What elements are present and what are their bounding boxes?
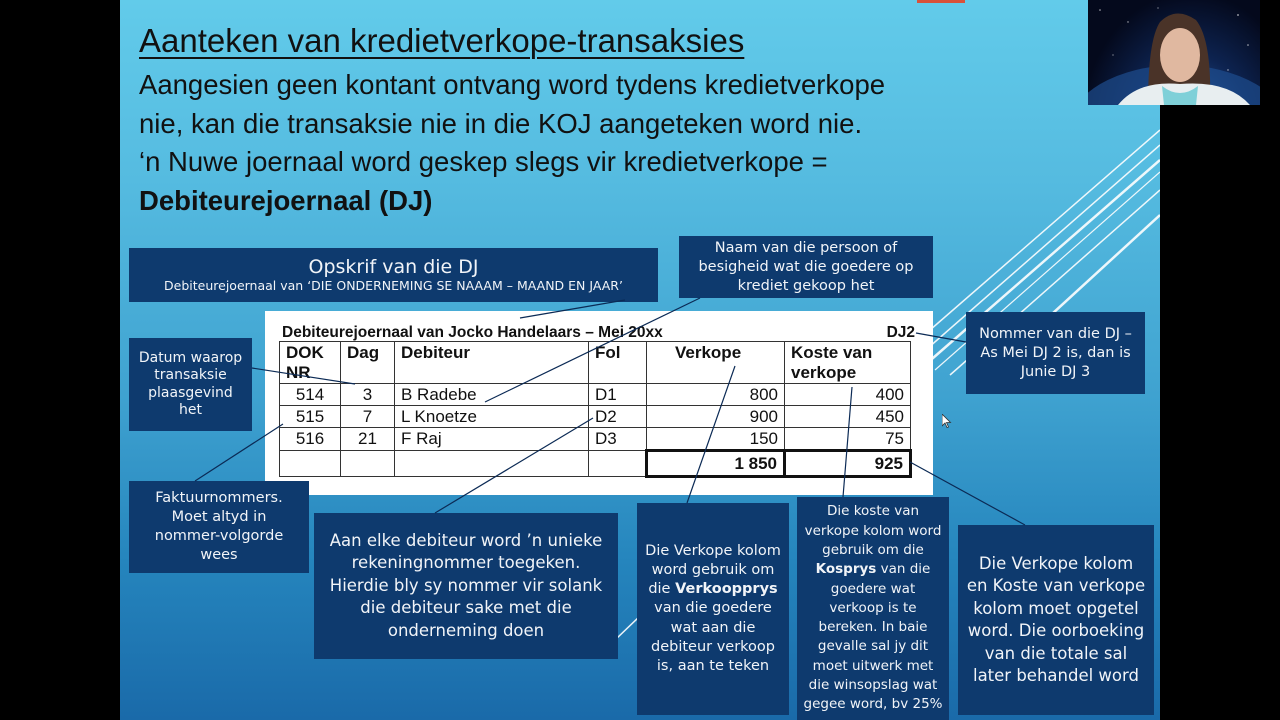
slide-title: Aanteken van kredietverkope-transaksies	[139, 22, 745, 59]
total-koste: 925	[785, 451, 911, 477]
header-fol: Fol	[589, 342, 647, 384]
table-row: 516 21 F Raj D3 150 75	[280, 428, 911, 451]
callout-heading-subtitle: Debiteurejoernaal van ‘DIE ONDERNEMING SE NAAAM – MAAND EN JAAR’	[164, 278, 623, 293]
intro-line: nie, kan die transaksie nie in die KOJ aangeteken word nie.	[139, 107, 863, 139]
callout-totals: Die Verkope kolom en Koste van verkope kolom moet opgetel word. Die oorboeking van die totale sal later behandel word	[958, 525, 1154, 715]
table-row: 514 3 B Radebe D1 800 400	[280, 384, 911, 406]
header-dag: Dag	[341, 342, 395, 384]
callout-heading-title: Opskrif van die DJ	[308, 256, 479, 278]
presenter-video-icon	[1088, 0, 1260, 105]
callout-journal-number: Nommer van die DJ – As Mei DJ 2 is, dan is Junie DJ 3	[966, 312, 1145, 394]
journal-title: Debiteurejoernaal van Jocko Handelaars – Mei 20xx	[282, 324, 663, 341]
header-debiteur: Debiteur	[395, 342, 589, 384]
header-koste-van-verkope: Koste van verkope	[785, 342, 911, 384]
header-verkope: Verkope	[647, 342, 785, 384]
debtors-journal-card	[265, 311, 933, 495]
intro-line: ‘n Nuwe joernaal word geskep slegs vir kredietverkope =	[139, 146, 828, 177]
callout-date: Datum waarop transaksie plaasgevind het	[129, 338, 252, 431]
total-verkope: 1 850	[647, 451, 785, 477]
intro-bold-term: Debiteurejoernaal (DJ)	[139, 184, 433, 216]
callout-cost-of-sales-column: Die koste van verkope kolom word gebruik om die Kosprys van die goedere wat verkoop is te bereken. In baie gevalle sal jy dit moet uitwerk met die winsopslag wat gegee word, bv 25%	[797, 497, 949, 720]
callout-sales-column: Die Verkope kolom word gebruik om die Verkoopprys van die goedere wat aan die debiteur verkoop is, aan te teken	[637, 503, 789, 715]
callout-invoice-numbers: Faktuurnommers. Moet altyd in nommer-volgorde wees	[129, 481, 309, 573]
table-total-row	[280, 451, 911, 477]
table-header-row	[280, 342, 911, 384]
callout-folio: Aan elke debiteur word ’n unieke rekeningnommer toegeken. Hierdie bly sy nommer vir solank die debiteur sake met die onderneming doen	[314, 513, 618, 659]
slide-intro	[139, 66, 885, 220]
presentation-slide	[120, 0, 1160, 720]
accent-tab	[917, 0, 965, 3]
debtors-journal-table	[279, 341, 912, 478]
header-dok-nr: DOK NR	[280, 342, 341, 384]
journal-number: DJ2	[886, 324, 915, 341]
presenter-webcam	[1088, 0, 1260, 105]
callout-debtor-name: Naam van die persoon of besigheid wat die goedere op krediet gekoop het	[679, 236, 933, 298]
table-row: 515 7 L Knoetze D2 900 450	[280, 406, 911, 428]
callout-heading	[129, 248, 658, 302]
mouse-cursor-icon	[942, 414, 952, 428]
intro-line: Aangesien geen kontant ontvang word tydens kredietverkope	[139, 69, 886, 100]
